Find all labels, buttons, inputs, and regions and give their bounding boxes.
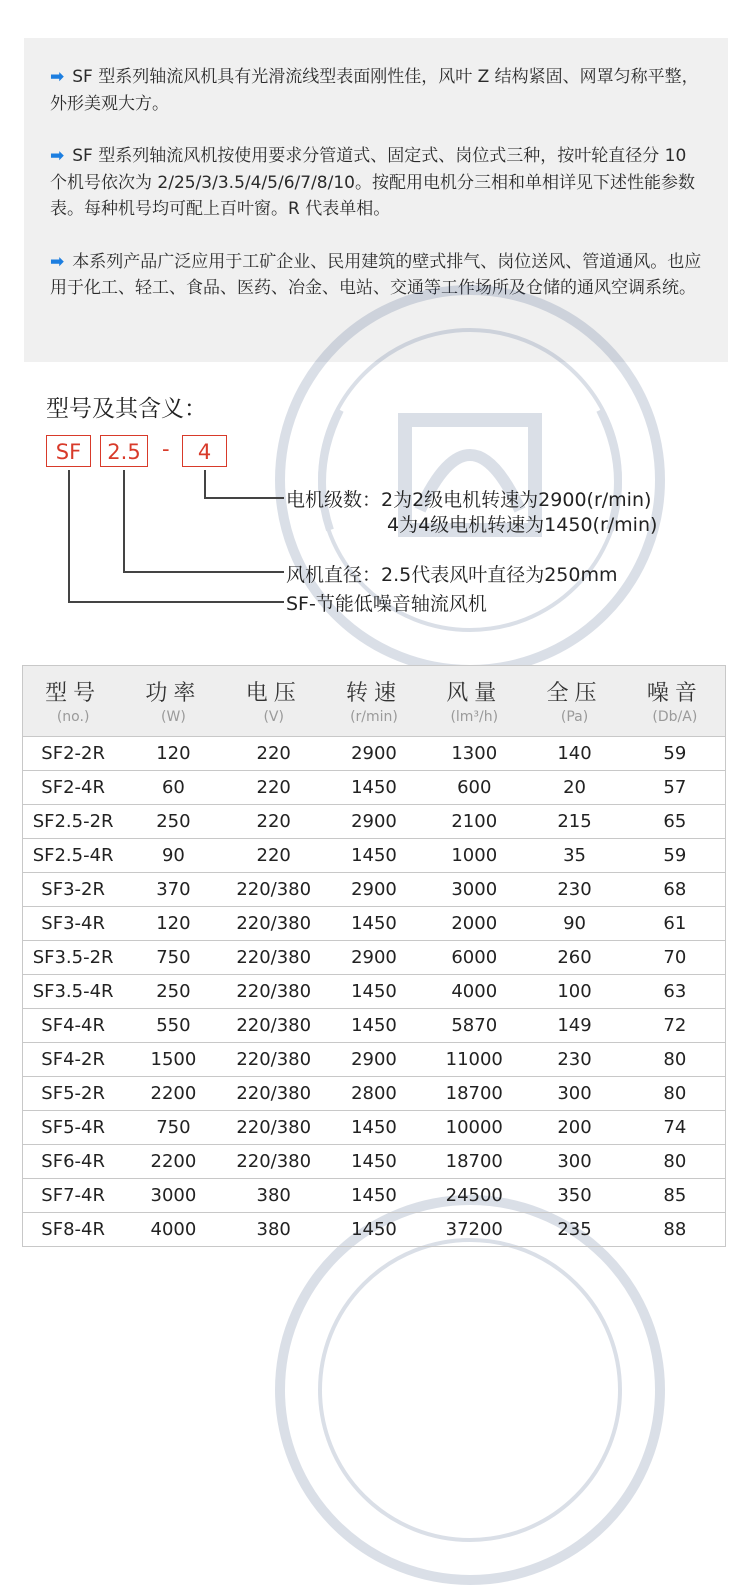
table-cell: 35	[563, 844, 586, 866]
table-row	[23, 770, 725, 804]
table-cell: 85	[663, 1184, 687, 1206]
table-cell: 220	[256, 742, 291, 764]
table-cell: 2900	[351, 810, 397, 832]
table-cell: SF2.5-2R	[32, 810, 114, 832]
table-cell: 220/380	[236, 1150, 312, 1172]
table-row	[23, 1110, 725, 1144]
model-title: 型号及其含义：	[46, 396, 207, 422]
table-cell: 4000	[150, 1218, 197, 1240]
table-cell: SF4-2R	[41, 1048, 105, 1070]
header-power: 功率 (W)	[145, 681, 202, 726]
table-row	[23, 1178, 725, 1212]
table-cell: 149	[557, 1014, 592, 1036]
table-cell: 3000	[150, 1184, 197, 1206]
arrow-right-icon: ➡	[50, 146, 65, 166]
legend-poles-4: 4为4级电机转速为1450(r/min)	[387, 514, 658, 536]
connector-line	[123, 571, 284, 573]
table-cell: 18700	[445, 1150, 503, 1172]
header-voltage: 电压 (V)	[245, 681, 302, 726]
table-cell: SF2.5-4R	[32, 844, 114, 866]
table-cell: 2100	[451, 810, 498, 832]
table-cell: 380	[256, 1218, 291, 1240]
table-cell: 220/380	[236, 1048, 312, 1070]
legend-diameter: 风机直径：2.5代表风叶直径为250mm	[286, 564, 618, 586]
code-diameter: 2.5	[100, 435, 148, 467]
table-cell: 370	[156, 878, 191, 900]
table-cell: 220	[256, 776, 291, 798]
table-cell: 59	[663, 742, 687, 764]
table-cell: 2000	[451, 912, 498, 934]
table-cell: 750	[156, 1116, 191, 1138]
table-cell: 4000	[451, 980, 498, 1002]
table-row	[23, 1076, 725, 1110]
table-cell: 220/380	[236, 946, 312, 968]
connector-line	[204, 470, 206, 498]
table-cell: 1300	[451, 742, 498, 764]
table-cell: 11000	[445, 1048, 503, 1070]
table-cell: 72	[663, 1014, 687, 1036]
table-cell: 550	[156, 1014, 191, 1036]
table-row	[23, 1008, 725, 1042]
table-cell: 220/380	[236, 980, 312, 1002]
table-cell: SF2-2R	[41, 742, 105, 764]
table-cell: 200	[557, 1116, 592, 1138]
code-series: SF	[46, 435, 91, 467]
table-cell: 60	[161, 776, 185, 798]
table-header-row	[23, 666, 725, 736]
table-cell: 235	[557, 1218, 592, 1240]
table-cell: 1450	[351, 912, 397, 934]
table-cell: 24500	[445, 1184, 503, 1206]
table-cell: 350	[557, 1184, 592, 1206]
table-cell: SF6-4R	[41, 1150, 105, 1172]
table-cell: 220/380	[236, 912, 312, 934]
table-cell: 220/380	[236, 1014, 312, 1036]
table-row	[23, 838, 725, 872]
table-cell: 300	[557, 1082, 592, 1104]
connector-line	[204, 497, 284, 499]
table-row	[23, 1042, 725, 1076]
table-cell: SF4-4R	[41, 1014, 105, 1036]
table-cell: SF2-4R	[41, 776, 105, 798]
table-cell: 220	[256, 810, 291, 832]
intro-box	[24, 38, 728, 362]
connector-line	[68, 470, 70, 602]
arrow-right-icon: ➡	[50, 251, 65, 272]
table-cell: 37200	[445, 1218, 503, 1240]
table-cell: 1450	[351, 1150, 397, 1172]
table-cell: SF5-2R	[41, 1082, 105, 1104]
table-cell: SF5-4R	[41, 1116, 105, 1138]
table-cell: 1450	[351, 1218, 397, 1240]
table-cell: 120	[156, 912, 191, 934]
table-cell: 2900	[351, 946, 397, 968]
header-speed: 转速 (r/min)	[345, 681, 402, 726]
table-cell: 260	[557, 946, 592, 968]
table-cell: 3000	[451, 878, 498, 900]
legend-series: SF-节能低噪音轴流风机	[286, 593, 487, 615]
intro-paragraph-2: ➡ SF 型系列轴流风机按使用要求分管道式、固定式、岗位式三种，按叶轮直径分 10 个机号依次为 2/25/3/3.5/4/5/6/7/8/10。按配用电机分三相和单相详见下述性能参数表。每种机号均可配上百叶窗。R 代表单相。	[50, 146, 695, 219]
table-cell: 2900	[351, 878, 397, 900]
table-cell: 300	[557, 1150, 592, 1172]
header-pressure: 全压 (Pa)	[546, 681, 603, 726]
table-cell: 65	[663, 810, 687, 832]
header-airflow: 风量 (lm³/h)	[446, 681, 503, 726]
table-cell: SF7-4R	[41, 1184, 105, 1206]
table-row	[23, 906, 725, 940]
table-cell: 90	[161, 844, 185, 866]
table-cell: 10000	[445, 1116, 503, 1138]
watermark-seal	[270, 1190, 670, 1590]
table-cell: SF3.5-4R	[32, 980, 114, 1002]
table-cell: 230	[557, 878, 592, 900]
table-cell: SF3-4R	[41, 912, 105, 934]
table-cell: 2900	[351, 742, 397, 764]
table-cell: 74	[663, 1116, 687, 1138]
table-cell: 1450	[351, 776, 397, 798]
connector-line	[123, 470, 125, 572]
header-model: 型号 (no.)	[45, 681, 102, 726]
header-noise: 噪音 (Db/A)	[646, 681, 703, 726]
table-cell: 600	[457, 776, 492, 798]
table-cell: 88	[663, 1218, 687, 1240]
table-cell: 220/380	[236, 878, 312, 900]
table-cell: 230	[557, 1048, 592, 1070]
table-cell: 140	[557, 742, 592, 764]
table-cell: 2200	[150, 1150, 197, 1172]
table-cell: 90	[563, 912, 586, 934]
table-row	[23, 804, 725, 838]
table-cell: 20	[563, 776, 586, 798]
table-cell: SF3.5-2R	[32, 946, 114, 968]
table-cell: 220	[256, 844, 291, 866]
table-row	[23, 1144, 725, 1178]
table-cell: 1450	[351, 980, 397, 1002]
table-cell: 1450	[351, 1184, 397, 1206]
table-cell: 2800	[351, 1082, 397, 1104]
code-dash: -	[162, 437, 170, 461]
table-cell: 80	[663, 1150, 687, 1172]
table-cell: 80	[663, 1082, 687, 1104]
table-cell: 1450	[351, 1014, 397, 1036]
table-cell: SF8-4R	[41, 1218, 105, 1240]
table-cell: 18700	[445, 1082, 503, 1104]
table-cell: 380	[256, 1184, 291, 1206]
table-cell: 250	[156, 980, 191, 1002]
table-cell: 70	[663, 946, 687, 968]
code-poles: 4	[182, 435, 227, 467]
intro-paragraph-3: ➡ 本系列产品广泛应用于工矿企业、民用建筑的壁式排气、岗位送风、管道通风。也应用于化工、轻工、食品、医药、冶金、电站、交通等工作场所及仓储的通风空调系统。	[50, 251, 702, 298]
table-row	[23, 872, 725, 906]
table-cell: 57	[663, 776, 687, 798]
table-cell: 750	[156, 946, 191, 968]
table-cell: 63	[663, 980, 687, 1002]
table-cell: 1450	[351, 1116, 397, 1138]
table-cell: 220/380	[236, 1116, 312, 1138]
table-cell: 100	[557, 980, 592, 1002]
table-cell: 1450	[351, 844, 397, 866]
table-cell: 59	[663, 844, 687, 866]
legend-poles: 电机级数：2为2级电机转速为2900(r/min)	[286, 489, 652, 511]
table-row	[23, 974, 725, 1008]
table-cell: 80	[663, 1048, 687, 1070]
arrow-right-icon: ➡	[50, 67, 65, 87]
table-cell: 220/380	[236, 1082, 312, 1104]
table-row	[23, 1212, 725, 1246]
table-row	[23, 736, 725, 770]
table-cell: 215	[557, 810, 592, 832]
performance-table	[22, 665, 726, 1247]
table-cell: 1000	[451, 844, 498, 866]
intro-paragraph-1: ➡ SF 型系列轴流风机具有光滑流线型表面刚性佳，风叶 Z 结构紧固、网罩匀称平整，外形美观大方。	[50, 67, 699, 114]
table-cell: 2200	[150, 1082, 197, 1104]
table-cell: 1500	[150, 1048, 197, 1070]
table-cell: 61	[663, 912, 687, 934]
table-cell: SF3-2R	[41, 878, 105, 900]
table-cell: 68	[663, 878, 687, 900]
connector-line	[68, 601, 284, 603]
table-cell: 5870	[451, 1014, 498, 1036]
table-cell: 120	[156, 742, 191, 764]
table-cell: 250	[156, 810, 191, 832]
table-cell: 2900	[351, 1048, 397, 1070]
table-row	[23, 940, 725, 974]
table-cell: 6000	[451, 946, 498, 968]
